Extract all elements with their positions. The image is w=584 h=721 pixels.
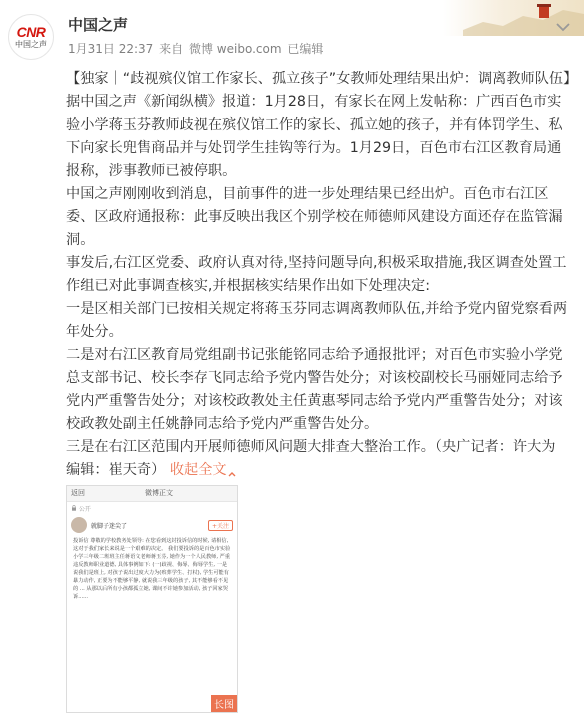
post-paragraph-body: 三是在右江区范围内开展师德师风问题大排查大整治工作。（央广记者：许大为 编辑：崔天奇） [66, 439, 556, 478]
thumbnail-avatar [71, 517, 87, 533]
lock-icon [71, 505, 77, 511]
post-paragraph: 一是区相关部门已按相关规定将蒋玉芬同志调离教师队伍,并给予党内留党察看两年处分。 [66, 301, 568, 340]
post-source[interactable]: 微博 weibo.com [188, 42, 282, 56]
collapse-text-link[interactable] [170, 462, 237, 478]
thumbnail-title: 微博正文 [145, 489, 173, 497]
post-paragraph [66, 436, 572, 482]
post-meta [68, 40, 325, 57]
thumbnail-topbar [67, 486, 237, 502]
chevron-down-icon[interactable] [555, 18, 571, 30]
thumbnail-back-label: 返回 [71, 489, 85, 497]
user-name[interactable]: 中国之声 [68, 16, 129, 34]
collapse-text-label: 收起全文 [169, 462, 227, 478]
post-paragraph: 二是对右江区教育局党组副书记张能铭同志给予通报批评；对百色市实验小学党总支部书记、校长李存飞同志给予党内警告处分；对该校副校长马丽娅同志给予党内严重警告处分；对该校政教处主任黄惠琴同志给予党内严重警告处分；对该校政教处副主任姚静同志给予党内严重警告处分。 [66, 347, 563, 432]
long-image-thumbnail[interactable] [66, 485, 238, 713]
post-time[interactable]: 1月31日 22:37 [68, 42, 154, 56]
post-paragraph: 中国之声刚刚收到消息，目前事件的进一步处理结果已经出炉。百色市右江区委、区政府通报称：此事反映出我区个别学校在师德师风建设方面还存在监管漏洞。 [66, 186, 563, 248]
post-text [66, 68, 578, 482]
post-paragraph [66, 68, 578, 183]
post-paragraph-body: 据中国之声《新闻纵横》报道：1月28日，有家长在网上发帖称：广西百色市实验小学蒋玉芬教师歧视在殡仪馆工作的家长、孤立她的孩子，并有体罚学生、私下向家长兜售商品并与处罚学生挂钩等行为。1月29日，百色市右江区教育局通报称，涉事教师已被停职。 [66, 94, 563, 179]
thumbnail-public-label: 公开 [78, 506, 91, 513]
thumbnail-author-name: 就脚子迷尖了 [91, 522, 128, 530]
edited-label: 已编辑 [287, 42, 324, 56]
collapse-arrow-icon [227, 465, 237, 475]
thumbnail-follow-button: +关注 [208, 520, 233, 531]
avatar[interactable] [8, 14, 54, 60]
long-image-badge: 长图 [211, 695, 237, 712]
post-headline-tag: 【独家｜“歧视殡仪馆工作家长、孤立孩子”女教师处理结果出炉：调离教师队伍】 [66, 71, 578, 87]
thumbnail-body-text: 投诉信 尊敬的学校教务处领导: 在您看到这封投诉信的时候, 请相信, 这对于我们家长来说是一个艰难的决定。 我们要投诉的是百色市实验小学三年级二班班主任蒋语文老师蒋玉芬, 她作为一个人民教师, 严重违反教师职业道德, 具体事例如下: (一)歧视、侮辱、侮辱学生, 一是说我们是班上, 对孩子说出过度大力为(殡葬学生、打杖), 学生可能有暴力动作, 正要为不能够平静, 就说我三年级的孩子, 其不能够看不见的 ... 从那以后所有小孩都孤立她, 课间不许她参加活动, 孩子回家哭诉...... [73, 538, 231, 600]
from-label: 来自 [159, 42, 184, 56]
post-paragraph: 事发后,右江区党委、政府认真对待,坚持问题导向,积极采取措施,我区调查处置工作组已对此事调查核实,并根据核实结果作出如下处理决定: [66, 255, 567, 294]
avatar-sub-label: 中国之声 [15, 39, 47, 49]
thumbnail-public [67, 502, 237, 515]
avatar-logo: CNR [16, 23, 46, 40]
thumbnail-author-row [67, 515, 237, 535]
